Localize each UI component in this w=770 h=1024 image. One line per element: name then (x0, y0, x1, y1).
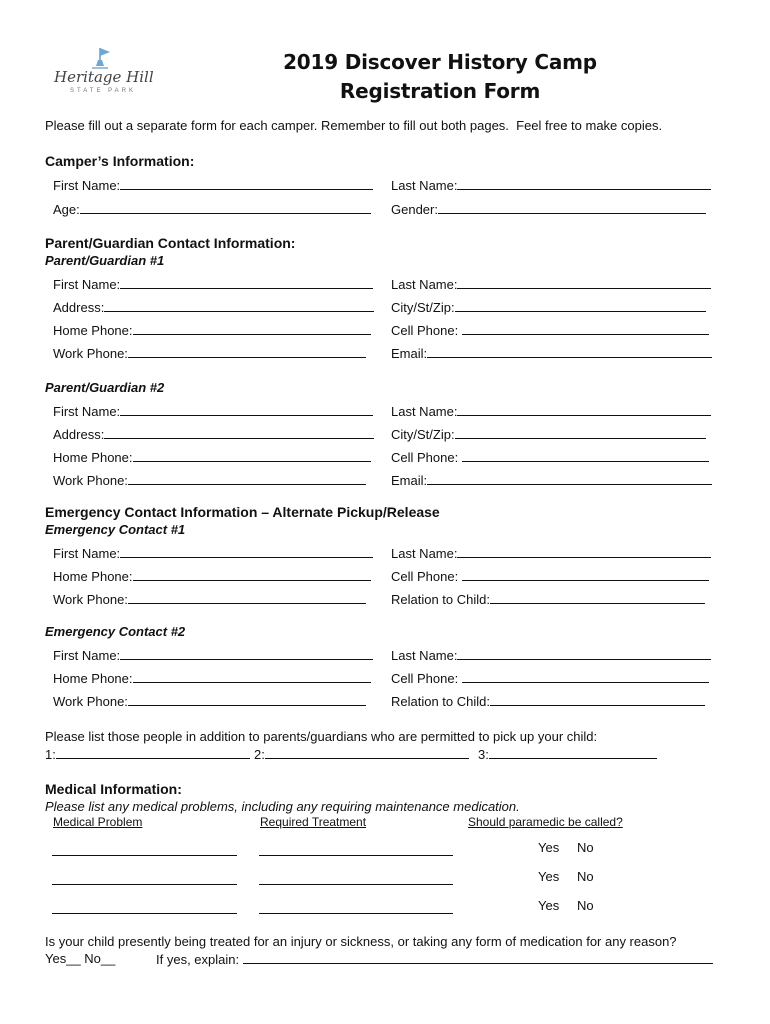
guardian-2-heading: Parent/Guardian #2 (45, 380, 165, 395)
field-label: Last Name: (391, 648, 458, 663)
field-label: Last Name: (391, 277, 458, 292)
treatment-line[interactable] (259, 884, 453, 885)
fill-line (462, 322, 709, 335)
field-label: Work Phone: (53, 592, 128, 607)
fill-line (133, 322, 371, 335)
fill-line (438, 201, 706, 214)
g2-last-name-field[interactable] (391, 403, 711, 419)
form-subtitle: Registration Form (339, 79, 541, 103)
field-label: City/St/Zip: (391, 427, 455, 442)
field-label: Home Phone: (53, 323, 133, 338)
fill-line (128, 693, 366, 706)
field-label: Cell Phone: (391, 671, 462, 686)
field-label: Address: (53, 300, 105, 315)
fill-line (120, 276, 373, 289)
no-option[interactable]: No (577, 869, 594, 884)
fill-line (120, 403, 373, 416)
field-label: Address: (53, 427, 105, 442)
field-label: Relation to Child: (391, 592, 490, 607)
medical-problem-line[interactable] (52, 884, 237, 885)
fill-line (128, 472, 366, 485)
field-label: First Name: (53, 404, 121, 419)
no-option[interactable]: No (577, 898, 594, 913)
g1-cell-phone-field[interactable] (391, 322, 709, 338)
col-medical-problem: Medical Problem (53, 815, 143, 829)
g2-cell-phone-field[interactable] (391, 449, 709, 465)
g1-email-field[interactable] (391, 345, 712, 361)
fill-line (455, 299, 706, 312)
field-label: Work Phone: (53, 346, 128, 361)
fill-line (457, 276, 711, 289)
e1-work-phone-field[interactable] (53, 591, 366, 607)
field-label: First Name: (53, 277, 121, 292)
camper-gender-field[interactable] (391, 201, 706, 217)
explain-field[interactable] (156, 951, 713, 967)
g1-last-name-field[interactable] (391, 276, 711, 292)
field-label: Cell Phone: (391, 569, 462, 584)
fill-line (457, 177, 711, 190)
fill-line (128, 591, 366, 604)
field-label: Last Name: (391, 546, 458, 561)
fill-line (457, 545, 711, 558)
g2-address-field[interactable] (53, 426, 374, 442)
emergency-1-heading: Emergency Contact #1 (45, 522, 186, 537)
e1-relation-field[interactable] (391, 591, 705, 607)
camper-age-field[interactable] (53, 201, 371, 217)
field-label: Age: (53, 202, 80, 217)
yes-option[interactable]: Yes (538, 840, 560, 855)
field-label: 1: (45, 747, 56, 762)
g2-home-phone-field[interactable] (53, 449, 371, 465)
e2-home-phone-field[interactable] (53, 670, 371, 686)
fill-line (128, 345, 366, 358)
g2-email-field[interactable] (391, 472, 712, 488)
camper-first-name-field[interactable] (53, 177, 373, 193)
g1-city-field[interactable] (391, 299, 706, 315)
fill-line (265, 746, 469, 759)
col-paramedic: Should paramedic be called? (468, 815, 623, 829)
e2-last-name-field[interactable] (391, 647, 711, 663)
e1-home-phone-field[interactable] (53, 568, 371, 584)
field-label: 3: (478, 747, 489, 762)
fill-line (457, 647, 711, 660)
medical-heading: Medical Information: (45, 781, 182, 797)
field-label: Home Phone: (53, 450, 133, 465)
camper-last-name-field[interactable] (391, 177, 711, 193)
heritage-hill-logo (52, 44, 152, 100)
field-label: Work Phone: (53, 694, 128, 709)
field-label: Home Phone: (53, 569, 133, 584)
field-label: Cell Phone: (391, 450, 462, 465)
fill-line (120, 177, 373, 190)
field-label: Home Phone: (53, 671, 133, 686)
parent-heading: Parent/Guardian Contact Information: (45, 235, 296, 251)
e2-work-phone-field[interactable] (53, 693, 366, 709)
field-label: City/St/Zip: (391, 300, 455, 315)
field-label: 2: (254, 747, 265, 762)
fill-line (120, 545, 373, 558)
fill-line (455, 426, 706, 439)
fill-line (457, 403, 711, 416)
fill-line (104, 299, 374, 312)
fill-line (133, 449, 371, 462)
g2-city-field[interactable] (391, 426, 706, 442)
field-label: Work Phone: (53, 473, 128, 488)
g2-work-phone-field[interactable] (53, 472, 366, 488)
fill-line (489, 746, 657, 759)
camper-heading: Camper’s Information: (45, 153, 195, 169)
medical-instructions: Please list any medical problems, including any requiring maintenance medication. (45, 799, 520, 814)
col-required-treatment: Required Treatment (260, 815, 367, 829)
field-label: First Name: (53, 178, 121, 193)
field-label: Email: (391, 346, 428, 361)
field-label: Email: (391, 473, 428, 488)
fill-line (427, 345, 712, 358)
field-label: Cell Phone: (391, 323, 462, 338)
g1-first-name-field[interactable] (53, 276, 373, 292)
fill-line (427, 472, 712, 485)
fill-line (80, 201, 371, 214)
field-label: First Name: (53, 648, 121, 663)
field-label: Relation to Child: (391, 694, 490, 709)
treatment-line[interactable] (259, 913, 453, 914)
yes-option[interactable]: Yes (538, 869, 560, 884)
fill-line (462, 568, 709, 581)
field-label: Last Name: (391, 178, 458, 193)
medical-problem-line[interactable] (52, 913, 237, 914)
fill-line (133, 568, 371, 581)
pickup-prompt: Please list those people in addition to parents/guardians who are permitted to pick up your child: (45, 729, 598, 744)
logo-wordmark: Heritage Hill (54, 68, 154, 86)
guardian-1-heading: Parent/Guardian #1 (45, 253, 165, 268)
e2-first-name-field[interactable] (53, 647, 373, 663)
g1-home-phone-field[interactable] (53, 322, 371, 338)
intro-text: Please fill out a separate form for each camper. Remember to fill out both pages. Feel free to make copies. (45, 118, 663, 133)
g1-address-field[interactable] (53, 299, 374, 315)
e1-cell-phone-field[interactable] (391, 568, 709, 584)
field-label: First Name: (53, 546, 121, 561)
logo-subtext: STATE PARK (70, 88, 137, 94)
fill-line (490, 693, 705, 706)
medical-problem-line[interactable] (52, 855, 237, 856)
form-title: 2019 Discover History Camp (283, 50, 597, 74)
pickup-2-field[interactable] (254, 746, 469, 762)
no-option[interactable]: No (577, 840, 594, 855)
fill-line (120, 647, 373, 660)
e1-last-name-field[interactable] (391, 545, 711, 561)
emergency-2-heading: Emergency Contact #2 (45, 624, 186, 639)
fill-line (490, 591, 705, 604)
field-label: Gender: (391, 202, 438, 217)
field-label: Last Name: (391, 404, 458, 419)
g1-work-phone-field[interactable] (53, 345, 366, 361)
fill-line (104, 426, 374, 439)
e2-relation-field[interactable] (391, 693, 705, 709)
e1-first-name-field[interactable] (53, 545, 373, 561)
treatment-yes-no[interactable]: Yes__ No__ (45, 951, 116, 966)
treatment-line[interactable] (259, 855, 453, 856)
fill-line (133, 670, 371, 683)
fill-line (462, 670, 709, 683)
fill-line (243, 951, 713, 964)
g2-first-name-field[interactable] (53, 403, 373, 419)
treatment-question: Is your child presently being treated for an injury or sickness, or taking any form of medication for any reason? (45, 934, 677, 949)
pickup-1-field[interactable] (45, 746, 250, 762)
pickup-3-field[interactable] (478, 746, 657, 762)
emergency-heading: Emergency Contact Information – Alternate Pickup/Release (45, 504, 440, 520)
fill-line (56, 746, 250, 759)
yes-option[interactable]: Yes (538, 898, 560, 913)
field-label: If yes, explain: (156, 952, 240, 967)
e2-cell-phone-field[interactable] (391, 670, 709, 686)
fill-line (462, 449, 709, 462)
